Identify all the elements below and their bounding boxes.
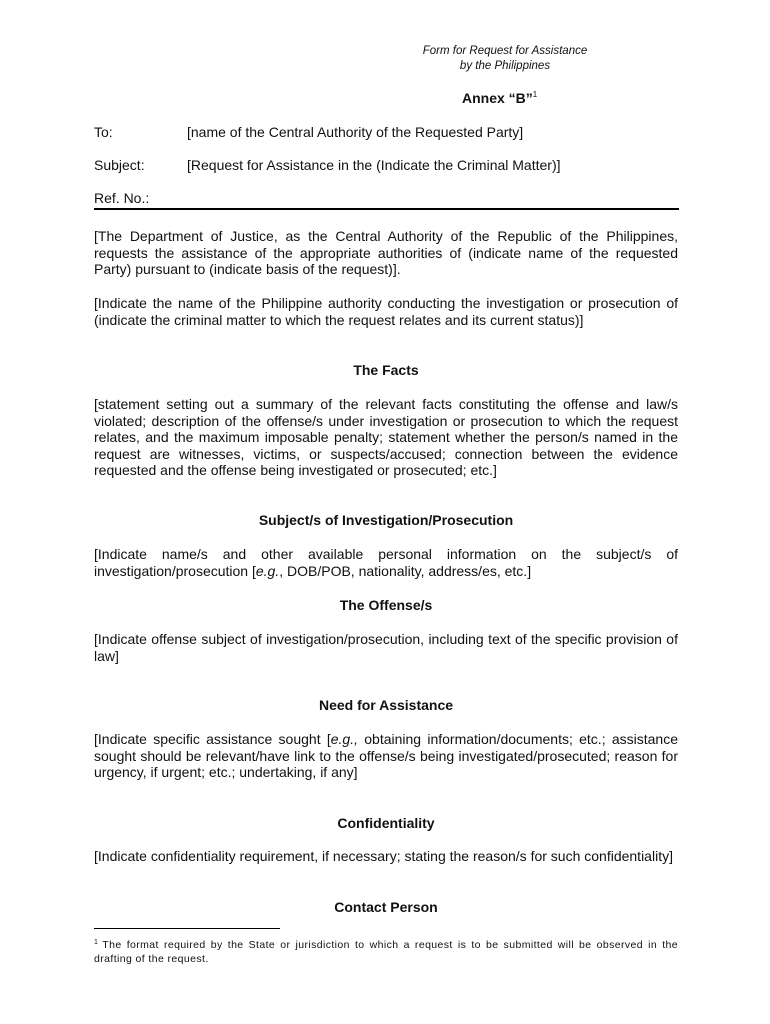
form-header-line1: Form for Request for Assistance bbox=[422, 45, 588, 57]
confidentiality-text: [Indicate confidentiality requirement, if necessary; stating the reason/s for such confidentiality] bbox=[94, 848, 673, 864]
to-value: [name of the Central Authority of the Requested Party] bbox=[187, 124, 524, 140]
annex-footnote-ref: 1 bbox=[532, 90, 538, 99]
annex-label: Annex “B” bbox=[462, 90, 533, 106]
footnote-number: 1 bbox=[94, 939, 99, 946]
need-text bbox=[94, 731, 678, 781]
subjects-heading: Subject/s of Investigation/Prosecution bbox=[258, 512, 514, 528]
subject-value: [Request for Assistance in the (Indicate the Criminal Matter)] bbox=[187, 157, 561, 173]
need-text-after: obtaining information/documents; etc.; assistance sought should be relevant/have link to the offense/s being investigated/prosecuted; reason for urgency, if urgent; etc.; undertaking, if any] bbox=[94, 731, 678, 781]
need-text-italic: e.g., bbox=[330, 731, 358, 747]
facts-text: [statement setting out a summary of the relevant facts constituting the offense and law/s violated; description of the offense/s under investigation or prosecution to which the request relates, and the maximum imposable penalty; statement whether the person/s named in the request are witnesses, victims, or suspects/accused; connection between the evidence requested and the offense being investigated or prosecuted; etc.] bbox=[94, 396, 678, 479]
ref-no-label: Ref. No.: bbox=[94, 190, 150, 206]
subjects-text bbox=[94, 546, 678, 579]
to-label: To: bbox=[94, 124, 113, 140]
subjects-text-before: [Indicate name/s and other available personal information on the subject/s of investigation/prosecution [ bbox=[94, 546, 678, 579]
intro-paragraph-1: [The Department of Justice, as the Central Authority of the Republic of the Philippines, requests the assistance of the appropriate authorities of (indicate name of the requested Party) pursuant to (indicate basis of the request)]. bbox=[94, 228, 678, 278]
subject-label: Subject: bbox=[94, 157, 145, 173]
form-header-line2: by the Philippines bbox=[459, 60, 551, 72]
footnote bbox=[94, 936, 678, 966]
subjects-text-after: , DOB/POB, nationality, address/es, etc.] bbox=[279, 562, 532, 579]
intro-paragraph-2: [Indicate the name of the Philippine authority conducting the investigation or prosecution of (indicate the criminal matter to which the request relates and its current status)] bbox=[94, 295, 678, 328]
annex-title bbox=[462, 90, 537, 106]
facts-heading: The Facts bbox=[353, 362, 419, 378]
offense-heading: The Offense/s bbox=[339, 597, 433, 613]
footnote-divider bbox=[94, 928, 280, 929]
need-heading: Need for Assistance bbox=[318, 697, 454, 713]
contact-person-heading: Contact Person bbox=[334, 899, 438, 915]
need-text-before: [Indicate specific assistance sought [ bbox=[94, 731, 331, 747]
offense-text: [Indicate offense subject of investigation/prosecution, including text of the specific provision of law] bbox=[94, 631, 678, 664]
footnote-text: The format required by the State or jurisdiction to which a request is to be submitted will be observed in the drafting of the request. bbox=[94, 939, 678, 965]
confidentiality-heading: Confidentiality bbox=[337, 815, 435, 831]
header-divider bbox=[94, 208, 679, 210]
subjects-text-italic: e.g. bbox=[255, 562, 280, 579]
form-header-note bbox=[380, 44, 630, 74]
